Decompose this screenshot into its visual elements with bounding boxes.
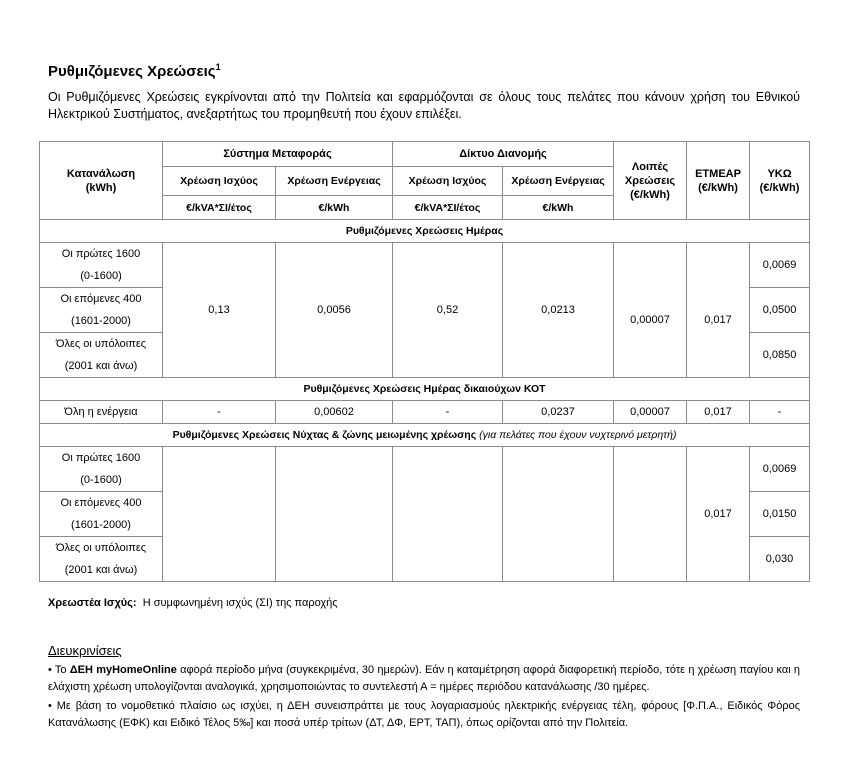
night-yko-tier1: 0,0069 bbox=[750, 447, 810, 492]
night-trans-energy bbox=[276, 447, 393, 582]
night-dist-energy bbox=[503, 447, 614, 582]
header-transmission-system: Σύστημα Μεταφοράς bbox=[163, 142, 393, 167]
chargeable-capacity-note bbox=[48, 597, 338, 609]
footnote-marker: 1 bbox=[215, 62, 221, 72]
note-text: Η συμφωνημένη ισχύς (ΣΙ) της παροχής bbox=[142, 597, 338, 609]
kot-trans-energy: 0,00602 bbox=[276, 401, 393, 424]
tier-remaining: Όλες οι υπόλοιπες (2001 και άνω) bbox=[40, 333, 163, 378]
unit-dist-energy: €/kWh bbox=[503, 196, 614, 220]
kot-etmear: 0,017 bbox=[687, 401, 750, 424]
section-day-heading: Ρυθμιζόμενες Χρεώσεις Ημέρας bbox=[40, 220, 810, 243]
day-dist-capacity: 0,52 bbox=[393, 243, 503, 378]
header-dist-capacity: Χρέωση Ισχύος bbox=[393, 167, 503, 196]
day-trans-capacity: 0,13 bbox=[163, 243, 276, 378]
product-name: ΔΕΗ myHomeOnline bbox=[69, 664, 177, 676]
header-yko: ΥΚΩ (€/kWh) bbox=[750, 142, 810, 220]
header-etmear: ΕΤΜΕΑΡ (€/kWh) bbox=[687, 142, 750, 220]
intro-paragraph: Οι Ρυθμιζόμενες Χρεώσεις εγκρίνονται από την Πολιτεία και εφαρμόζονται σε όλους τους πελάτες που κάνουν χρήση του Εθνικού Ηλεκτρικού Συστήματος, ανεξαρτήτως του προμηθευτή που έχουν επιλέξει. bbox=[48, 90, 800, 121]
day-other-charges: 0,00007 bbox=[614, 243, 687, 378]
header-trans-energy: Χρέωση Ενέργειας bbox=[276, 167, 393, 196]
header-consumption: Κατανάλωση (kWh) bbox=[40, 142, 163, 220]
header-distribution-network: Δίκτυο Διανομής bbox=[393, 142, 614, 167]
kot-other-charges: 0,00007 bbox=[614, 401, 687, 424]
day-yko-tier1: 0,0069 bbox=[750, 243, 810, 288]
night-tier-next-400: Οι επόμενες 400 (1601-2000) bbox=[40, 492, 163, 537]
header-trans-capacity: Χρέωση Ισχύος bbox=[163, 167, 276, 196]
clarifications-heading: Διευκρινίσεις bbox=[48, 643, 122, 658]
kot-yko: - bbox=[750, 401, 810, 424]
section-night-note: (για πελάτες που έχουν νυχτερινό μετρητή) bbox=[479, 429, 677, 441]
note-label: Χρεωστέα Ισχύς: bbox=[48, 597, 137, 609]
page-title: Ρυθμιζόμενες Χρεώσεις$^1$ bbox=[48, 62, 221, 80]
day-etmear: 0,017 bbox=[687, 243, 750, 378]
kot-all-energy: Όλη η ενέργεια bbox=[40, 401, 163, 424]
night-tier-first-1600: Οι πρώτες 1600 (0-1600) bbox=[40, 447, 163, 492]
unit-dist-capacity: €/kVA*ΣΙ/έτος bbox=[393, 196, 503, 220]
kot-trans-capacity: - bbox=[163, 401, 276, 424]
section-night-heading: Ρυθμιζόμενες Χρεώσεις Νύχτας & ζώνης μειωμένης χρέωσης (για πελάτες που έχουν νυχτερινό μετρητή) bbox=[40, 424, 810, 447]
day-trans-energy: 0,0056 bbox=[276, 243, 393, 378]
night-etmear: 0,017 bbox=[687, 447, 750, 582]
clarifications-list bbox=[48, 662, 800, 734]
day-dist-energy: 0,0213 bbox=[503, 243, 614, 378]
clarification-item: • Με βάση το νομοθετικό πλαίσιο ως ισχύει, η ΔΕΗ συνεισπράττει με τους λογαριασμούς ηλεκτρικής ενέργειας τέλη, φόρους [Φ.Π.Α., Ειδικός Φόρος Κατανάλωσης (ΕΦΚ) και Ειδικό Τέλος 5‰] και ποσά υπέρ τρίτων (ΔΤ, ΔΦ, ΕΡΤ, ΤΑΠ), όπως ορίζονται από την Πολιτεία. bbox=[48, 700, 800, 729]
unit-trans-energy: €/kWh bbox=[276, 196, 393, 220]
night-yko-tier2: 0,0150 bbox=[750, 492, 810, 537]
kot-dist-capacity: - bbox=[393, 401, 503, 424]
header-other-charges: Λοιπές Χρεώσεις (€/kWh) bbox=[614, 142, 687, 220]
day-yko-tier3: 0,0850 bbox=[750, 333, 810, 378]
header-dist-energy: Χρέωση Ενέργειας bbox=[503, 167, 614, 196]
unit-trans-capacity: €/kVA*ΣΙ/έτος bbox=[163, 196, 276, 220]
night-yko-tier3: 0,030 bbox=[750, 537, 810, 582]
night-trans-capacity bbox=[163, 447, 276, 582]
tier-first-1600: Οι πρώτες 1600 (0-1600) bbox=[40, 243, 163, 288]
tier-next-400: Οι επόμενες 400 (1601-2000) bbox=[40, 288, 163, 333]
night-tier-remaining: Όλες οι υπόλοιπες (2001 και άνω) bbox=[40, 537, 163, 582]
night-dist-capacity bbox=[393, 447, 503, 582]
section-kot-heading: Ρυθμιζόμενες Χρεώσεις Ημέρας δικαιούχων ΚΟΤ bbox=[40, 378, 810, 401]
clarification-item: • Το ΔΕΗ myHomeOnline αφορά περίοδο μήνα (συγκεκριμένα, 30 ημερών). Εάν η καταμέτρηση αφορά διαφορετική περίοδο, τότε η χρέωση παγίου και η ελάχιστη χρέωση υπολογίζονται αναλογικά, χρησιμοποιώντας το συντελεστή Α = ημέρες περιόδου κατανάλωσης /30 ημέρες. bbox=[48, 664, 800, 693]
night-other-charges bbox=[614, 447, 687, 582]
kot-dist-energy: 0,0237 bbox=[503, 401, 614, 424]
day-yko-tier2: 0,0500 bbox=[750, 288, 810, 333]
charges-table bbox=[39, 141, 810, 582]
